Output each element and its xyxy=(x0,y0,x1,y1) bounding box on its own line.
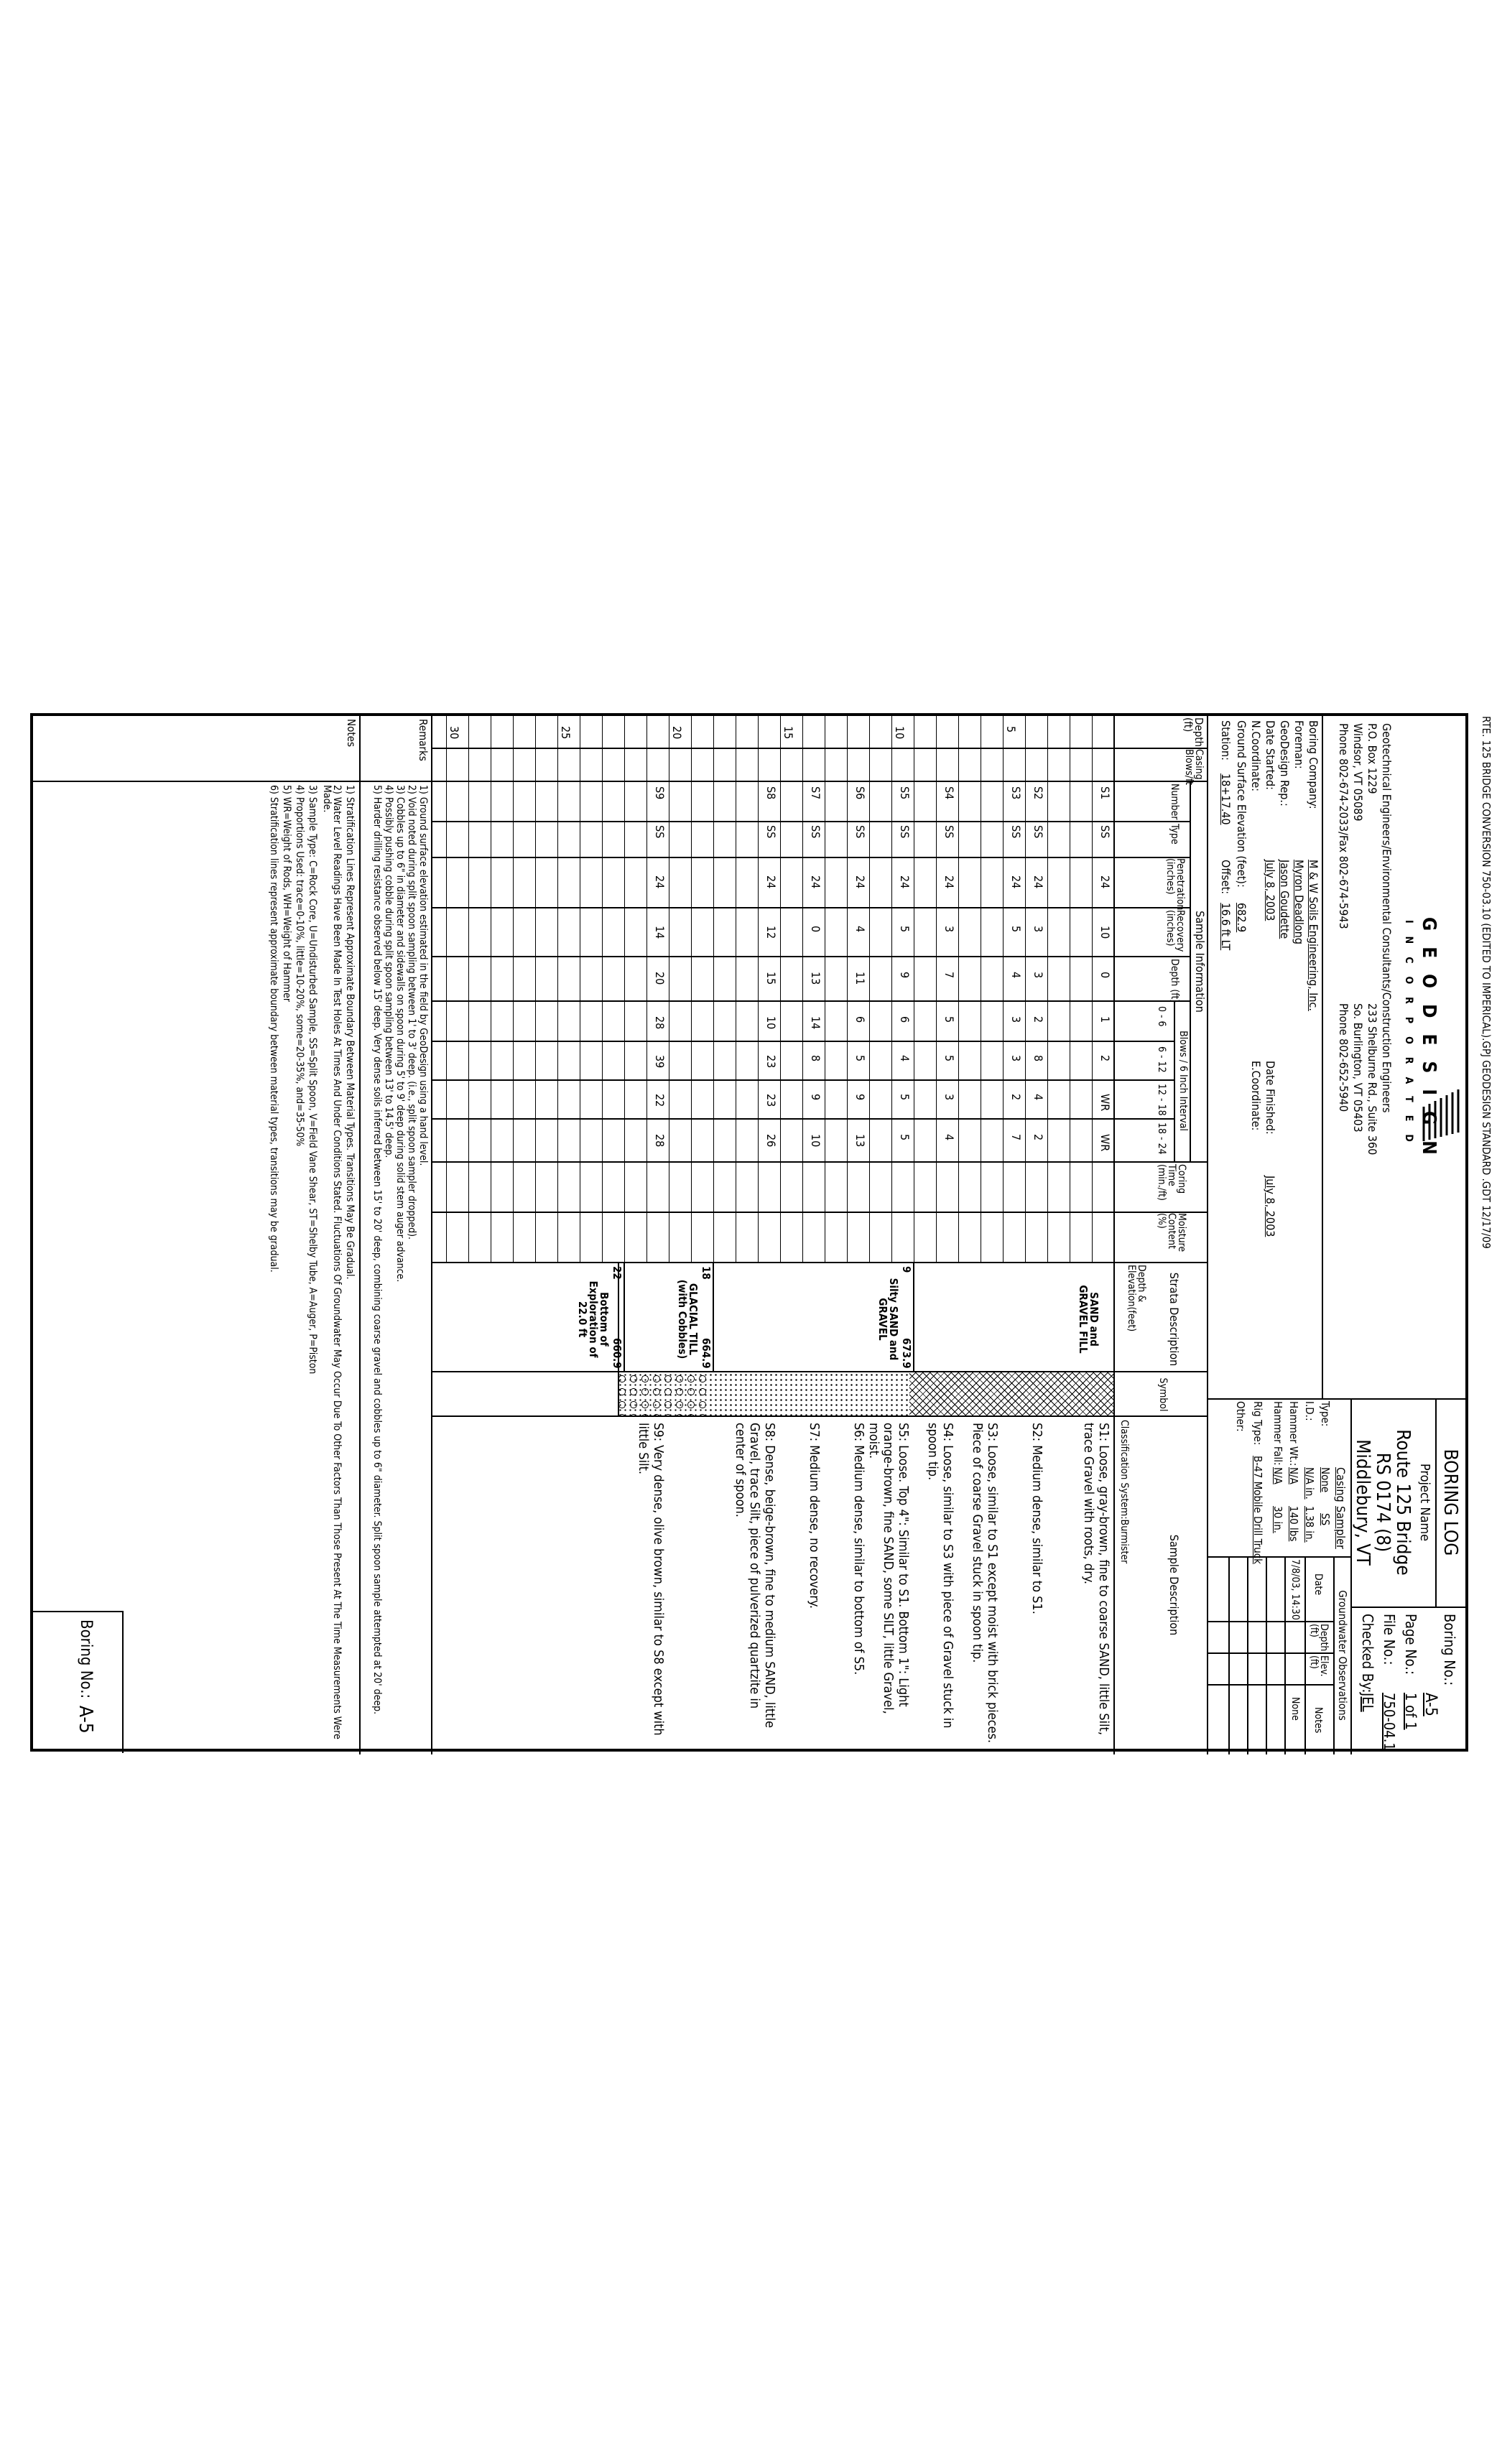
company-logo-subtext: INCORPORATED xyxy=(1403,920,1414,1155)
sample-cell-b1: 6 xyxy=(853,1016,867,1023)
sample-cell-b4: WR xyxy=(1098,1134,1112,1152)
sample-cell-b1: 3 xyxy=(1009,1016,1023,1023)
sample-cell-rec: 14 xyxy=(653,926,667,939)
grid-rule xyxy=(624,716,625,1262)
log-frame xyxy=(30,713,1493,1752)
sample-cell-depth: 7 xyxy=(942,972,956,979)
company-right-line-1: 233 Shelburne Rd., Suite 360 xyxy=(1366,1003,1379,1156)
sample-cell-b2: 4 xyxy=(898,1055,912,1062)
strata-elev: 664.9 xyxy=(700,1338,713,1369)
sample-cell-depth: 0 xyxy=(1098,972,1112,979)
sample-description: S1: Loose, gray-brown, fine to coarse SAND, little Silt, trace Gravel with roots, dry. xyxy=(1081,1423,1111,1736)
note-1: 1) Stratification Lines Represent Approximate Boundary Between Material Types. Transitions May Be Gradual. xyxy=(344,785,356,1280)
grid-rule xyxy=(1025,716,1026,1262)
file-no-label: File No.: xyxy=(1381,1614,1398,1665)
sample-cell-b1: 5 xyxy=(942,1016,956,1023)
sample-cell-type: SS xyxy=(809,825,822,839)
grid-rule xyxy=(802,716,803,1262)
col-symbol: Symbol xyxy=(1157,1377,1169,1412)
casing-header: Casing xyxy=(1334,1467,1348,1502)
casing-type: None xyxy=(1319,1467,1332,1493)
sample-cell-type: SS xyxy=(653,825,667,839)
grid-rule xyxy=(535,716,536,1262)
gw-col-rule-3 xyxy=(1208,1684,1335,1686)
sampler-hammer-wt: 140 lbs xyxy=(1287,1506,1300,1542)
blow-col-1: 6 - 12 xyxy=(1156,1046,1167,1073)
strata-depth: 9 xyxy=(900,1266,913,1273)
col-casing-blows: Casing Blows/ft xyxy=(1183,749,1205,786)
sample-cell-no: S8 xyxy=(764,786,778,800)
col-sample-info: Sample Information xyxy=(1193,911,1207,1013)
sample-cell-b3: 4 xyxy=(1032,1094,1045,1101)
grid-rule xyxy=(847,716,848,1262)
sample-cell-b3: WR xyxy=(1098,1094,1112,1112)
elevation-label: Ground Surface Elevation (feet): xyxy=(1235,720,1248,888)
sample-cell-b4: 2 xyxy=(1032,1134,1045,1141)
depth-tick: 15 xyxy=(782,726,795,740)
project-name-label: Project Name xyxy=(1417,1463,1432,1542)
remark-4: 4) Possibly pushing cobble during split spoon sampling between 13' to 14.5' deep. xyxy=(383,785,394,1158)
sample-cell-no: S3 xyxy=(1009,786,1023,800)
col-moisture: Moisture Content (%) xyxy=(1156,1213,1187,1252)
blows-title-rule xyxy=(1174,1000,1175,1161)
notes-label: Notes xyxy=(345,719,358,747)
page-no-value: 1 of 1 xyxy=(1402,1693,1419,1730)
sample-cell-rec: 4 xyxy=(853,926,867,933)
grid-rule xyxy=(758,716,759,1262)
sample-cell-type: SS xyxy=(1098,825,1112,839)
col-depth: Depth (ft) xyxy=(1182,717,1205,748)
doc-title-rule xyxy=(1435,1398,1437,1607)
sample-cell-type: SS xyxy=(942,825,956,839)
elevation-value: 682.9 xyxy=(1235,903,1248,933)
footer-boring-box xyxy=(32,1611,124,1753)
rig-type-label: Rig Type: xyxy=(1251,1401,1264,1446)
strata-rule xyxy=(713,1263,714,1372)
sample-description: S2: Medium dense, similar to S1. xyxy=(1029,1423,1044,1614)
sample-cell-no: S5 xyxy=(898,786,912,800)
strata-elev: 673.9 xyxy=(900,1338,913,1369)
sample-cell-depth: 4 xyxy=(1009,972,1023,979)
col-penetration: Penetration (inches) xyxy=(1164,858,1186,911)
sample-cell-b3: 2 xyxy=(1009,1094,1023,1101)
grid-rule xyxy=(869,716,870,1262)
strata-label: Bottom of Exploration of 22.0 ft xyxy=(576,1280,611,1358)
gw-row-4-rule xyxy=(1228,1556,1230,1754)
offset-value: 16.6 ft LT xyxy=(1219,903,1233,951)
date-finished-label: Date Finished: xyxy=(1264,1061,1277,1135)
gw-col-rule-2 xyxy=(1208,1652,1335,1654)
rotated-log-page xyxy=(29,716,1493,1754)
notes-divider xyxy=(30,781,361,782)
geodesign-rep-value: Jason Goudette xyxy=(1278,860,1292,939)
col-number: Number xyxy=(1169,784,1180,820)
sample-cell-type: SS xyxy=(1009,825,1023,839)
sample-cell-b4: 5 xyxy=(898,1134,912,1141)
sample-description: S9: Very dense, olive brown, similar to S8 except with little Silt. xyxy=(636,1423,666,1736)
info-block xyxy=(1208,716,1323,1398)
sample-cell-b1: 28 xyxy=(653,1016,667,1030)
geodesign-rep-label: GeoDesign Rep.: xyxy=(1278,720,1292,806)
sample-cell-pen: 24 xyxy=(942,875,956,889)
gw-header-rule xyxy=(1304,1556,1306,1754)
sample-description: S6: Medium dense, similar to bottom of S5. xyxy=(851,1423,866,1675)
sample-cell-b3: 9 xyxy=(853,1094,867,1101)
file-no-value: 750-04.1 xyxy=(1381,1693,1398,1751)
grid-rule xyxy=(780,716,781,1262)
sample-cell-rec: 10 xyxy=(1098,926,1112,939)
note-5: 5) WR=Weight of Rods, WH=Weight of Hammer xyxy=(281,785,292,1003)
gw-col-elev: Elev. (ft) xyxy=(1308,1655,1330,1677)
strata-label: GLACIAL TILL (with Cobbles) xyxy=(676,1279,700,1359)
sample-cell-depth: 9 xyxy=(898,972,912,979)
strata-rule xyxy=(624,1263,625,1372)
sample-cell-rec: 0 xyxy=(809,926,822,933)
gw-row-1-rule xyxy=(1284,1556,1286,1754)
sample-cell-b3: 23 xyxy=(764,1094,778,1107)
sample-cell-b2: 5 xyxy=(942,1055,956,1062)
station-value: 18+17.40 xyxy=(1219,773,1233,825)
geodesign-logo-icon xyxy=(1418,1089,1461,1141)
gw-col-depth: Depth (ft) xyxy=(1308,1624,1330,1652)
company-line-3: Windsor, VT 05089 xyxy=(1351,723,1365,822)
grid-rule xyxy=(1047,716,1048,1262)
company-line-2: P.O. Box 1229 xyxy=(1366,723,1379,794)
sample-cell-pen: 24 xyxy=(898,875,912,889)
company-right-line-2: So. Burlington, VT 05403 xyxy=(1351,1003,1365,1133)
till-bottom-rule xyxy=(618,1263,619,1415)
note-2: 2) Water Level Readings Have Been Made In Test Holes At Times And Under Conditions Stated. Fluctuations Of Groundwater May Occur Due To Other Factors Than Those Present At The Time Measurements Were Made. xyxy=(321,785,343,1739)
sample-cell-type: SS xyxy=(853,825,867,839)
blow-col-3: 18 - 24 xyxy=(1156,1122,1167,1155)
sample-cell-pen: 24 xyxy=(853,875,867,889)
foreman-value: Myron Deadlong xyxy=(1292,860,1306,944)
strata-label: SAND and GRAVEL FILL xyxy=(1077,1285,1100,1354)
depth-tick: 10 xyxy=(893,726,907,740)
sampler-type: SS xyxy=(1319,1513,1332,1526)
file-header-line: RTE. 125 BRIDGE CONVERSION 750-03.10 (EDITED TO IMPERICAL).GPJ GEODESIGN STANDARD .GDT 12/17/09 xyxy=(1480,716,1493,1249)
sample-description: S8: Dense, beige-brown, fine to medium SAND, little Gravel, trace Silt, piece of pulverized quartzite in center of spoon. xyxy=(732,1423,777,1729)
log-body xyxy=(432,716,1115,1754)
sample-cell-depth: 15 xyxy=(764,972,778,985)
sample-cell-b1: 6 xyxy=(898,1016,912,1023)
sample-cell-pen: 24 xyxy=(1032,875,1045,889)
other-label: Other: xyxy=(1234,1401,1247,1432)
groundwater-block xyxy=(1208,1556,1352,1754)
grid-rule xyxy=(1003,716,1004,1262)
col-strata: Strata Description xyxy=(1167,1272,1181,1367)
sampler-id: 1.38 in. xyxy=(1303,1506,1316,1543)
id-label: I.D.: xyxy=(1303,1401,1316,1421)
checked-by-value: JEL xyxy=(1359,1693,1376,1712)
sample-description: S3: Loose, similar to S1 except moist with brick pieces. Piece of coarse Gravel stuck in spoon tip. xyxy=(970,1423,1000,1744)
project-line-3: Middlebury, VT xyxy=(1352,1439,1373,1566)
gw-title-rule xyxy=(1333,1556,1335,1754)
page-no-label: Page No.: xyxy=(1402,1614,1419,1675)
grid-rule xyxy=(446,716,447,1262)
sample-cell-b1: 2 xyxy=(1032,1016,1045,1023)
grid-rule xyxy=(691,716,692,1262)
grid-rule xyxy=(513,716,514,1262)
sample-cell-b2: 2 xyxy=(1098,1055,1112,1062)
boring-no-label: Boring No.: xyxy=(1441,1614,1458,1686)
gw-row-2-rule xyxy=(1266,1556,1267,1754)
strata-depth: 22 xyxy=(611,1266,624,1280)
sample-cell-depth: 11 xyxy=(853,972,867,985)
title-block xyxy=(1352,1398,1467,1754)
sample-cell-b2: 8 xyxy=(809,1055,822,1062)
date-started-value: July 8, 2003 xyxy=(1264,860,1277,921)
sample-cell-pen: 24 xyxy=(809,875,822,889)
gw-col-date: Date xyxy=(1312,1573,1324,1596)
grid-rule xyxy=(936,716,937,1262)
sample-cell-no: S4 xyxy=(942,786,956,800)
type-label: Type: xyxy=(1319,1401,1332,1427)
strata-rule xyxy=(913,1263,914,1372)
sample-cell-b1: 10 xyxy=(764,1016,778,1030)
grid-rule xyxy=(1092,716,1093,1262)
sample-cell-b1: 1 xyxy=(1098,1016,1112,1023)
sample-cell-pen: 24 xyxy=(1098,875,1112,889)
sample-cell-b4: 26 xyxy=(764,1134,778,1148)
column-headers xyxy=(1115,716,1208,1754)
equipment-block xyxy=(1208,1398,1352,1564)
sample-cell-type: SS xyxy=(898,825,912,839)
date-finished-value: July 8, 2003 xyxy=(1264,1176,1277,1237)
sample-cell-b1: 14 xyxy=(809,1016,822,1030)
sample-cell-pen: 24 xyxy=(1009,875,1023,889)
sample-cell-rec: 5 xyxy=(1009,926,1023,933)
col-blows-title: Blows / 6 Inch Interval xyxy=(1177,1031,1189,1131)
remarks-divider xyxy=(361,781,432,782)
sample-cell-no: S7 xyxy=(809,786,822,800)
strata-depth: 18 xyxy=(700,1266,713,1280)
glacial-till-symbol-pattern xyxy=(619,1372,708,1415)
grid-rule xyxy=(468,716,469,1262)
groundwater-title: Groundwater Observations xyxy=(1336,1590,1349,1721)
rig-type-value: B-47 Mobile Drill Truck xyxy=(1251,1456,1264,1564)
col-recovery: Recovery (inches) xyxy=(1164,910,1186,952)
depth-tick: 30 xyxy=(448,726,461,740)
depth-tick: 5 xyxy=(1004,726,1018,733)
boring-company-label: Boring Company: xyxy=(1307,720,1320,809)
gw-col-notes: Notes xyxy=(1312,1707,1324,1734)
company-line-4: Phone 802-674-2033/Fax 802-674-5943 xyxy=(1337,723,1350,929)
footer-boring-value: A-5 xyxy=(75,1706,96,1734)
sample-cell-b4: 13 xyxy=(853,1134,867,1148)
doc-title: BORING LOG xyxy=(1440,1449,1461,1556)
remark-3: 3) Cobbles up to 6" in diameter and sidewalls on spoon during 5' to 9' deep during solid stem auger advance. xyxy=(394,785,406,1283)
silty-sand-symbol-pattern xyxy=(708,1372,909,1415)
grid-rule xyxy=(557,716,558,1262)
checked-by-label: Checked By: xyxy=(1359,1614,1376,1693)
depth-tick: 20 xyxy=(670,726,684,740)
notes-top-rule xyxy=(359,716,361,1754)
grid-rule xyxy=(958,716,959,1262)
fill-symbol-pattern xyxy=(909,1372,1115,1415)
project-line-1: Route 125 Bridge xyxy=(1392,1429,1414,1576)
boring-company-value: M & W Soils Engineering, Inc. xyxy=(1307,860,1320,1011)
company-right-line-3: Phone 802-652-5940 xyxy=(1337,1003,1350,1112)
company-logo-text: GEODESIGN xyxy=(1418,917,1440,1171)
casing-hammer-wt: N/A xyxy=(1287,1467,1300,1484)
sample-cell-type: SS xyxy=(764,825,778,839)
hammer-fall-label: Hammer Fall: xyxy=(1271,1401,1284,1466)
strata-label: Silty SAND and GRAVEL xyxy=(876,1278,900,1361)
sample-cell-depth: 20 xyxy=(653,972,667,985)
depth-tick: 25 xyxy=(559,726,573,740)
sample-cell-b3: 3 xyxy=(942,1094,956,1101)
casing-hammer-fall: N/A xyxy=(1271,1467,1284,1484)
e-coordinate-label: E.Coordinate: xyxy=(1249,1061,1263,1131)
note-3: 3) Sample Type: C=Rock Core, U=Undisturbed Sample, SS=Split Spoon, V=Field Vane Shear, ST=Shelby Tube, A=Auger, P=Piston xyxy=(307,785,318,1375)
sample-cell-b3: 5 xyxy=(898,1094,912,1101)
gw-row-3-rule xyxy=(1247,1556,1248,1754)
offset-label: Offset: xyxy=(1219,860,1233,895)
sample-cell-no: S1 xyxy=(1098,786,1112,800)
sample-info-rule xyxy=(1190,781,1191,1161)
foreman-label: Foreman: xyxy=(1292,720,1306,769)
sample-cell-b2: 3 xyxy=(1009,1055,1023,1062)
grid-rule xyxy=(713,716,714,1262)
boring-no-value: A-5 xyxy=(1422,1693,1440,1716)
hammer-wt-label: Hammer Wt.: xyxy=(1287,1401,1300,1466)
grid-rule xyxy=(602,716,603,1262)
sample-cell-rec: 5 xyxy=(898,926,912,933)
gw-col-rule-1 xyxy=(1208,1621,1335,1622)
gw-row-date: 7/8/03, 14:30 xyxy=(1289,1559,1301,1620)
sample-cell-b2: 39 xyxy=(653,1055,667,1069)
col-depth-elev: Depth & Elevation(feet) xyxy=(1126,1265,1147,1332)
col-coring: Coring Time (min./ft) xyxy=(1156,1164,1187,1201)
company-block xyxy=(1323,716,1467,1398)
sample-cell-b4: 7 xyxy=(1009,1134,1023,1141)
remarks-label: Remarks xyxy=(417,719,430,761)
strata-elev: 660.9 xyxy=(611,1338,624,1369)
sample-cell-no: S6 xyxy=(853,786,867,800)
remark-1: 1) Ground surface elevation estimated in the field by GeoDesign using a hand level. xyxy=(417,785,429,1166)
sample-cell-b4: 10 xyxy=(809,1134,822,1148)
sample-cell-b2: 5 xyxy=(853,1055,867,1062)
sample-cell-no: S9 xyxy=(653,786,667,800)
remarks-block xyxy=(29,716,432,1754)
sample-cell-b4: 28 xyxy=(653,1134,667,1148)
sample-cell-pen: 24 xyxy=(653,875,667,889)
station-label: Station: xyxy=(1219,720,1233,761)
project-line-2: RS 0174 (8) xyxy=(1372,1452,1394,1553)
casing-id: N/A in. xyxy=(1303,1467,1316,1500)
sample-cell-b2: 23 xyxy=(764,1055,778,1069)
gw-row-notes: None xyxy=(1289,1697,1301,1721)
col-type: Type xyxy=(1169,824,1180,845)
note-4: 4) Proportions Used: trace=0-10%, little=10-20%, some=20-35%, and=35-50% xyxy=(294,785,305,1147)
date-started-label: Date Started: xyxy=(1264,720,1277,790)
sample-cell-rec: 12 xyxy=(764,926,778,939)
sample-cell-type: SS xyxy=(1032,825,1045,839)
remark-2: 2) Void noted during split spoon sampling between 1' to 3' deep. (i.e., split spoon sampler dropped). xyxy=(406,785,417,1240)
sampler-hammer-fall: 30 in. xyxy=(1271,1506,1284,1534)
sample-cell-rec: 3 xyxy=(942,926,956,933)
sample-description: S4: Loose, similar to S3 with piece of Gravel stuck in spoon tip. xyxy=(925,1423,955,1729)
blow-col-2: 12 - 18 xyxy=(1156,1084,1167,1116)
n-coordinate-label: N.Coordinate: xyxy=(1249,720,1263,792)
col-sample-desc: Sample Description xyxy=(1167,1534,1181,1636)
sample-cell-b3: 9 xyxy=(809,1094,822,1101)
col-classification: Classification System:Burmister xyxy=(1118,1420,1130,1564)
blow-col-0: 0 - 6 xyxy=(1156,1006,1167,1027)
sampler-header: Sampler xyxy=(1334,1506,1348,1549)
sample-cell-b4: 4 xyxy=(942,1134,956,1141)
grid-rule xyxy=(891,716,892,1262)
sample-cell-rec: 3 xyxy=(1032,926,1045,933)
sample-description: S7: Medium dense, no recovery. xyxy=(807,1423,822,1609)
sample-cell-b2: 8 xyxy=(1032,1055,1045,1062)
sample-description: S5: Loose. Top 4": Similar to S1. Bottom 1": Light orange-brown, fine SAND, some SILT, little Gravel, moist. xyxy=(866,1423,911,1714)
footer-boring-label: Boring No.: xyxy=(77,1619,95,1699)
remark-5: 5) Harder drilling resistance observed below 15' deep. Very dense soils inferred between 15' to 20' deep, combining coarse gravel and cobbles up to 6" diameter. Split spoon sample attempted at 20' deep. xyxy=(371,785,383,1715)
sample-cell-depth: 13 xyxy=(809,972,822,985)
col-depth-2: Depth (ft) xyxy=(1169,959,1180,1003)
sample-cell-b3: 22 xyxy=(653,1094,667,1107)
note-6: 6) Stratification lines represent approximate boundary between material types, transitions may be gradual. xyxy=(268,785,279,1273)
sample-cell-depth: 3 xyxy=(1032,972,1045,979)
company-line-1: Geotechnical Engineers/Environmental Consultants/Construction Engineers xyxy=(1380,723,1394,1113)
grid-rule xyxy=(646,716,647,1262)
sample-cell-pen: 24 xyxy=(764,875,778,889)
sample-cell-no: S2 xyxy=(1032,786,1045,800)
